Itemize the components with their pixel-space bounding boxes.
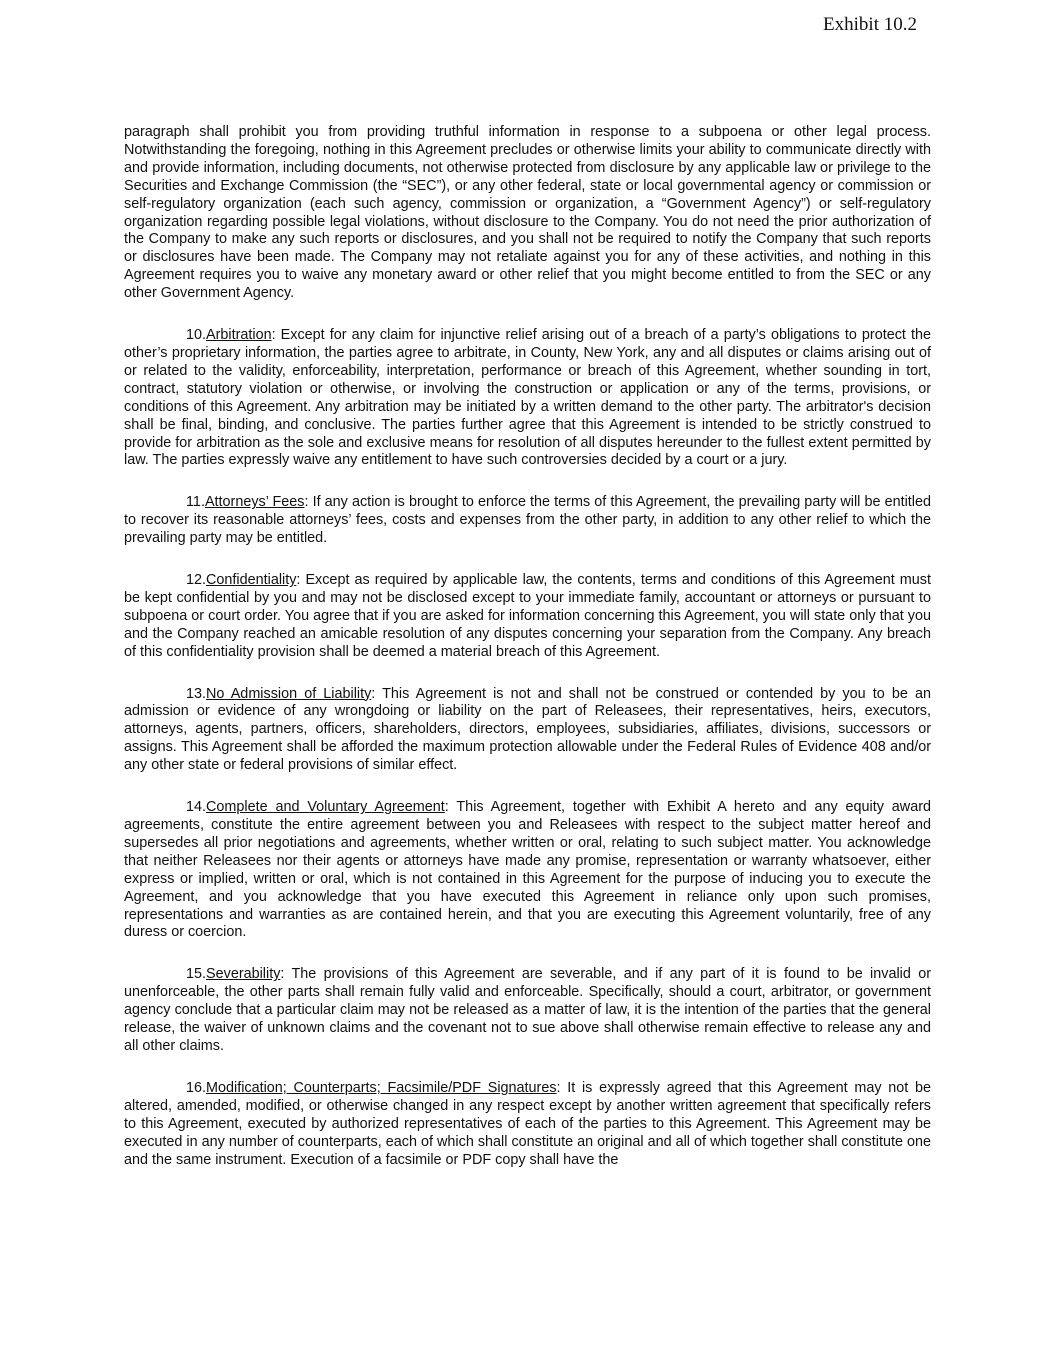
section-heading: Attorneys’ Fees xyxy=(204,494,305,511)
continuation-paragraph: paragraph shall prohibit you from providing truthful information in response to a subpoena or other legal process. Notwithstanding the foregoing, nothing in this Agreement precludes or otherwise limits your ability to communicate directly with and provide information, including documents, not otherwise protected from disclosure by any applicable law or privilege to the Securities and Exchange Commission (the “SEC”), or any other federal, state or local governmental agency or commission or self-regulatory organization (each such agency, commission or organization, a “Government Agency”) or self-regulatory organization regarding possible legal violations, without disclosure to the Company. You do not need the prior authorization of the Company to make any such reports or disclosures, and you shall not be required to notify the Company that such reports or disclosures have been made. The Company may not retaliate against you for any of these activities, and nothing in this Agreement requires you to waive any monetary award or other relief that you might become entitled to from the SEC or any other Government Agency. xyxy=(124,124,931,302)
section-14-complete-agreement xyxy=(124,799,931,942)
section-text: : It is expressly agreed that this Agreement may not be altered, amended, modified, or otherwise changed in any respect except by another written agreement that specifically refers to this Agreement, executed by authorized representatives of each of the parties to this Agreement. This Agreement may be executed in any number of counterparts, each of which shall constitute an original and all of which together shall constitute one and the same instrument. Execution of a facsimile or PDF copy shall have the xyxy=(124,1079,932,1168)
section-10-arbitration xyxy=(124,327,931,470)
exhibit-label: Exhibit 10.2 xyxy=(823,14,917,35)
section-16-modification xyxy=(124,1080,931,1170)
section-number: 10. xyxy=(186,327,207,344)
document-body xyxy=(124,124,931,1193)
section-number: 15. xyxy=(186,966,207,983)
section-heading: Complete and Voluntary Agreement xyxy=(206,799,445,816)
section-number: 16. xyxy=(186,1079,207,1096)
section-number: 11. xyxy=(186,494,205,511)
section-heading: Modification; Counterparts; Facsimile/PDF Signatures xyxy=(206,1079,557,1096)
section-heading: No Admission of Liability xyxy=(206,685,372,702)
section-heading: Confidentiality xyxy=(206,572,297,589)
section-text: : This Agreement, together with Exhibit A hereto and any equity award agreements, constitute the entire agreement between you and Releasees with respect to the subject matter hereof and supersedes all prior negotiations and agreements, whether written or oral, relating to such subject matter. You acknowledge that neither Releasees nor their agents or attorneys have made any promise, representation or warranty whatsoever, either express or implied, written or oral, which is not contained in this Agreement for the purpose of inducing you to execute the Agreement, and you acknowledge that you have executed this Agreement in reliance only upon such promises, representations and warranties as are contained herein, and that you are executing this Agreement voluntarily, free of any duress or coercion. xyxy=(124,799,931,941)
section-heading: Severability xyxy=(206,966,281,983)
section-heading: Arbitration xyxy=(206,327,272,344)
section-12-confidentiality xyxy=(124,572,931,662)
section-text: : The provisions of this Agreement are severable, and if any part of it is found to be invalid or unenforceable, the other parts shall remain fully valid and enforceable. Specifically, should a court, arbitrator, or government agency conclude that a particular claim may not be released as a matter of law, it is the intention of the parties that the general release, the waiver of unknown claims and the covenant not to sue above shall otherwise remain effective to release any and all other claims. xyxy=(124,966,931,1054)
section-text: : This Agreement is not and shall not be construed or contended by you to be an admission or evidence of any wrongdoing or liability on the part of Releasees, their representatives, heirs, executors, attorneys, agents, partners, officers, shareholders, directors, employees, subsidiaries, affiliates, divisions, successors or assigns. This Agreement shall be afforded the maximum protection allowable under the Federal Rules of Evidence 408 and/or any other state or federal provisions of similar effect. xyxy=(124,685,931,774)
section-number: 12. xyxy=(186,572,207,589)
section-11-attorneys-fees xyxy=(124,494,931,548)
section-text: : Except as required by applicable law, the contents, terms and conditions of this Agreement must be kept confidential by you and may not be disclosed except to your immediate family, accountant or attorneys or pursuant to subpoena or court order. You agree that if you are asked for information concerning this Agreement, you will state only that you and the Company reached an amicable resolution of any disputes concerning your separation from the Company. Any breach of this confidentiality provision shall be deemed a material breach of this Agreement. xyxy=(124,572,931,660)
section-15-severability xyxy=(124,966,931,1056)
section-number: 14. xyxy=(186,799,207,816)
section-number: 13. xyxy=(186,685,207,702)
section-13-no-admission xyxy=(124,686,931,776)
section-text: : Except for any claim for injunctive relief arising out of a breach of a party’s obligations to protect the other’s proprietary information, the parties agree to arbitrate, in County, New York, any and all disputes or claims arising out of or related to the validity, enforceability, interpretation, performance or breach of this Agreement, whether sounding in tort, contract, statutory violation or otherwise, or involving the construction or application or any of the terms, provisions, or conditions of this Agreement. Any arbitration may be initiated by a written demand to the other party. The arbitrator's decision shall be final, binding, and conclusive. The parties further agree that this Agreement is intended to be strictly construed to provide for arbitration as the sole and exclusive means for resolution of all disputes hereunder to the fullest extent permitted by law. The parties expressly waive any entitlement to have such controversies decided by a court or a jury. xyxy=(124,327,931,469)
section-text: : If any action is brought to enforce the terms of this Agreement, the prevailing party will be entitled to recover its reasonable attorneys’ fees, costs and expenses from the other party, in addition to any other relief to which the prevailing party may be entitled. xyxy=(124,494,931,547)
